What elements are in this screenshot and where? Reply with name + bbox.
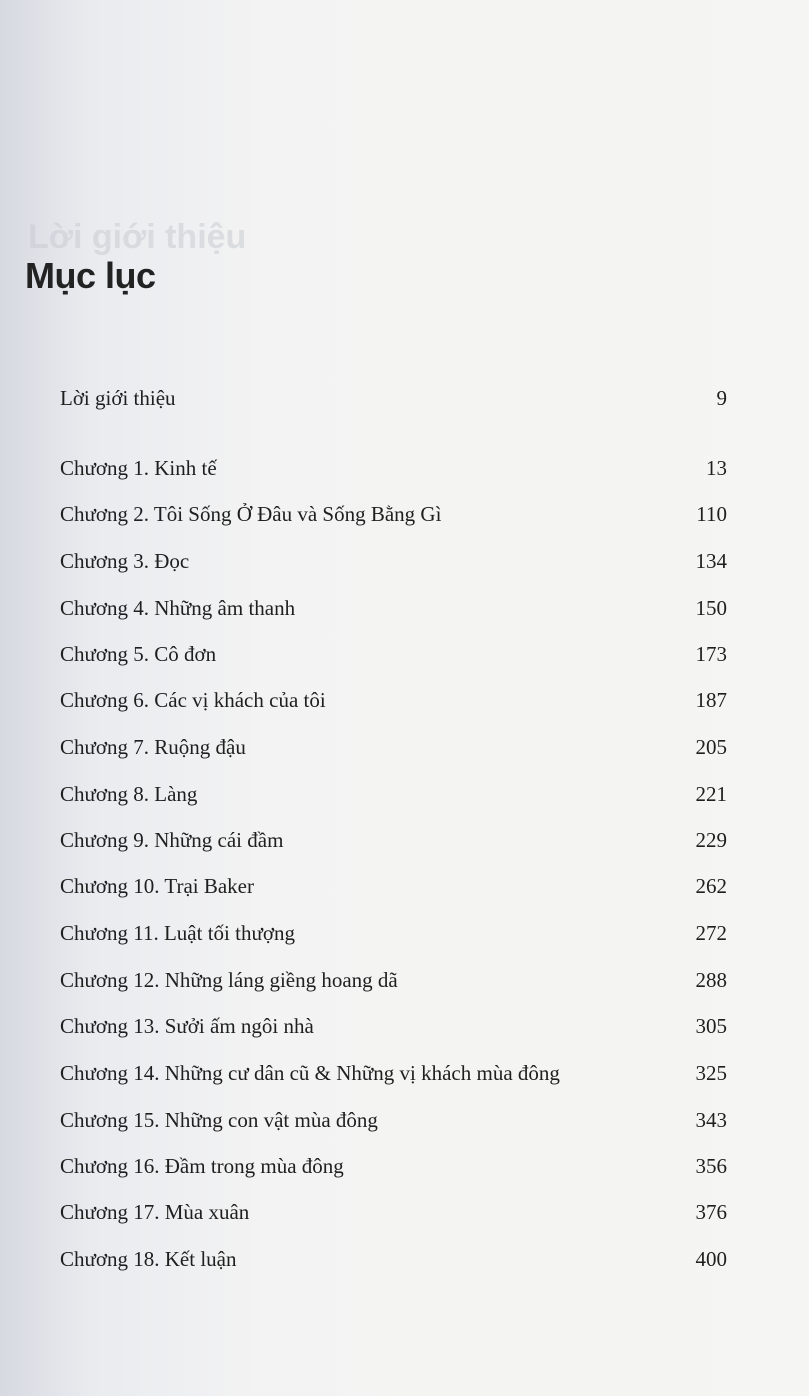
- toc-entry-label: Chương 16. Đầm trong mùa đông: [60, 1154, 344, 1178]
- toc-entry-page: 343: [695, 1108, 727, 1132]
- toc-entry-page: 110: [696, 502, 727, 526]
- toc-entry: [0, 448, 809, 488]
- toc-entry: [0, 634, 809, 674]
- toc-entry-page: 272: [695, 921, 727, 945]
- toc-entry: [0, 1100, 809, 1140]
- toc-entry: [0, 1006, 809, 1046]
- toc-entry-label: Chương 1. Kinh tế: [60, 456, 217, 480]
- toc-entry-label: Chương 4. Những âm thanh: [60, 596, 296, 620]
- toc-entry-page: 173: [695, 642, 727, 666]
- bleed-through-heading: Lời giới thiệu: [28, 218, 247, 256]
- toc-entry: [0, 913, 809, 953]
- toc-entry: [0, 680, 809, 720]
- toc-entry-label: Chương 2. Tôi Sống Ở Đâu và Sống Bằng Gì: [60, 502, 442, 526]
- toc-entry: [0, 820, 809, 860]
- toc-entry: [0, 1192, 809, 1232]
- toc-entry: [0, 541, 809, 581]
- toc-entry-label: Chương 18. Kết luận: [60, 1247, 237, 1271]
- toc-entry-page: 221: [695, 782, 727, 806]
- toc-entry-label: Chương 15. Những con vật mùa đông: [60, 1108, 378, 1132]
- toc-entry-page: 150: [695, 596, 727, 620]
- toc-entry-page: 305: [695, 1014, 727, 1038]
- toc-entry-page: 9: [716, 386, 727, 410]
- toc-entry-page: 229: [695, 828, 727, 852]
- toc-entry-page: 288: [695, 968, 727, 992]
- toc-entry: [0, 378, 809, 418]
- toc-entry: [0, 1053, 809, 1093]
- toc-entry: [0, 494, 809, 534]
- toc-entry-page: 262: [695, 874, 727, 898]
- toc-entry: [0, 1239, 809, 1279]
- toc-entry: [0, 727, 809, 767]
- toc-entry-page: 376: [695, 1200, 727, 1224]
- toc-entry-label: Chương 12. Những láng giềng hoang dã: [60, 968, 398, 992]
- page-title: Mục lục: [25, 255, 156, 296]
- toc-entry: [0, 960, 809, 1000]
- toc-entry-label: Chương 5. Cô đơn: [60, 642, 217, 666]
- toc-entry-label: Chương 14. Những cư dân cũ & Những vị khách mùa đông: [60, 1061, 560, 1085]
- toc-entry: [0, 1146, 809, 1186]
- toc-entry-label: Chương 9. Những cái đầm: [60, 828, 284, 852]
- toc-entry-label: Chương 6. Các vị khách của tôi: [60, 688, 326, 712]
- toc-entry-label: Chương 7. Ruộng đậu: [60, 735, 246, 759]
- toc-entry-page: 400: [695, 1247, 727, 1271]
- toc-entry-label: Chương 3. Đọc: [60, 549, 190, 573]
- toc-entry-label: Chương 10. Trại Baker: [60, 874, 254, 898]
- toc-entry: [0, 588, 809, 628]
- toc-entry-page: 187: [695, 688, 727, 712]
- toc-entry-label: Chương 11. Luật tối thượng: [60, 921, 295, 945]
- toc-entry: [0, 866, 809, 906]
- toc-entry-label: Chương 13. Sưởi ấm ngôi nhà: [60, 1014, 314, 1038]
- toc-entry-label: Chương 17. Mùa xuân: [60, 1200, 250, 1224]
- toc-entry-page: 13: [706, 456, 727, 480]
- toc-entry-page: 325: [695, 1061, 727, 1085]
- toc-entry-label: Chương 8. Làng: [60, 782, 198, 806]
- toc-entry: [0, 774, 809, 814]
- toc-entry-page: 205: [695, 735, 727, 759]
- toc-entry-page: 356: [695, 1154, 727, 1178]
- toc-entry-page: 134: [695, 549, 727, 573]
- toc-entry-label: Lời giới thiệu: [60, 386, 176, 410]
